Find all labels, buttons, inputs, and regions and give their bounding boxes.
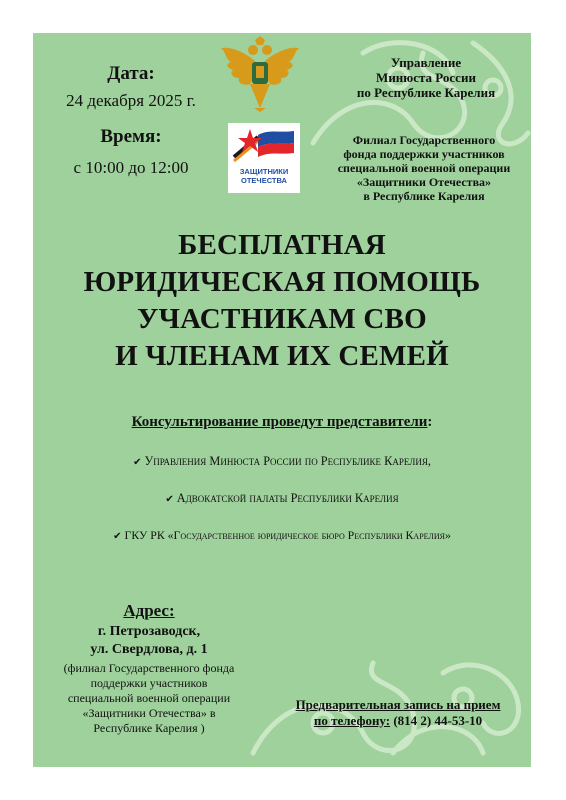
check-icon: ✔ — [133, 457, 142, 468]
fund-logo-text-line: ОТЕЧЕСТВА — [241, 176, 287, 185]
consult-heading-colon: : — [427, 414, 433, 430]
address-note-line: Республике Карелия ) — [93, 721, 205, 735]
address-note-line: «Защитники Отечества» в — [82, 706, 216, 720]
ministry-line: Минюста России — [376, 70, 476, 85]
poster-sheet — [33, 33, 531, 767]
date-value: 24 декабря 2025 г. — [66, 91, 196, 110]
title-line: И ЧЛЕНАМ ИХ СЕМЕЙ — [115, 340, 449, 372]
fund-logo-text-line: ЗАЩИТНИКИ — [239, 167, 289, 176]
fund-line: «Защитники Отечества» — [356, 175, 492, 189]
registration-block — [265, 697, 531, 729]
fund-logo-text — [228, 167, 300, 185]
consult-heading — [33, 414, 531, 431]
title-line: ЮРИДИЧЕСКАЯ ПОМОЩЬ — [83, 266, 481, 298]
address-note-line: специальной военной операции — [67, 691, 231, 705]
fund-line: фонда поддержки участников — [343, 147, 505, 161]
registration-phone-line — [265, 713, 531, 729]
fund-line: специальной военной операции — [337, 161, 511, 175]
ministry-name — [331, 55, 521, 100]
list-item — [33, 491, 531, 506]
ministry-line: по Республике Карелия — [356, 85, 496, 100]
fund-line: Филиал Государственного — [352, 133, 496, 147]
page-title — [33, 227, 531, 375]
address-note-line: поддержки участников — [90, 676, 208, 690]
fund-name — [326, 133, 522, 203]
star-flag-icon — [228, 123, 300, 167]
title-line: БЕСПЛАТНАЯ — [178, 229, 386, 261]
check-icon: ✔ — [113, 531, 122, 542]
fund-line: в Республике Карелия — [363, 189, 485, 203]
address-heading: Адрес: — [123, 601, 175, 620]
ministry-emblem-icon — [219, 36, 301, 112]
time-value: с 10:00 до 12:00 — [73, 158, 189, 177]
list-item-text: Управления Минюста России по Республике Карелия, — [144, 454, 431, 468]
date-label: Дата: — [107, 63, 155, 84]
time-label: Время: — [100, 126, 162, 147]
address-street: ул. Свердлова, д. 1 — [90, 642, 208, 657]
phone-label: по телефону: — [313, 713, 391, 728]
list-item-text: Адвокатской палаты Республики Карелия — [176, 491, 399, 505]
fund-logo — [228, 123, 300, 193]
date-time-block — [41, 63, 221, 178]
consult-heading-text: Консультирование проведут представители — [131, 414, 428, 430]
phone-number: (814 2) 44-53-10 — [390, 713, 483, 728]
title-line: УЧАСТНИКАМ СВО — [137, 303, 427, 335]
check-icon: ✔ — [165, 494, 174, 505]
registration-line: Предварительная запись на прием — [295, 697, 501, 712]
list-item-text: ГКУ РК «Государственное юридическое бюро Республики Карелия» — [124, 528, 451, 542]
list-item — [33, 454, 531, 469]
address-block — [33, 601, 265, 736]
list-item — [33, 528, 531, 543]
address-note-line: (филиал Государственного фонда — [63, 661, 235, 675]
ministry-line: Управление — [390, 55, 462, 70]
address-city: г. Петрозаводск, — [97, 624, 201, 639]
